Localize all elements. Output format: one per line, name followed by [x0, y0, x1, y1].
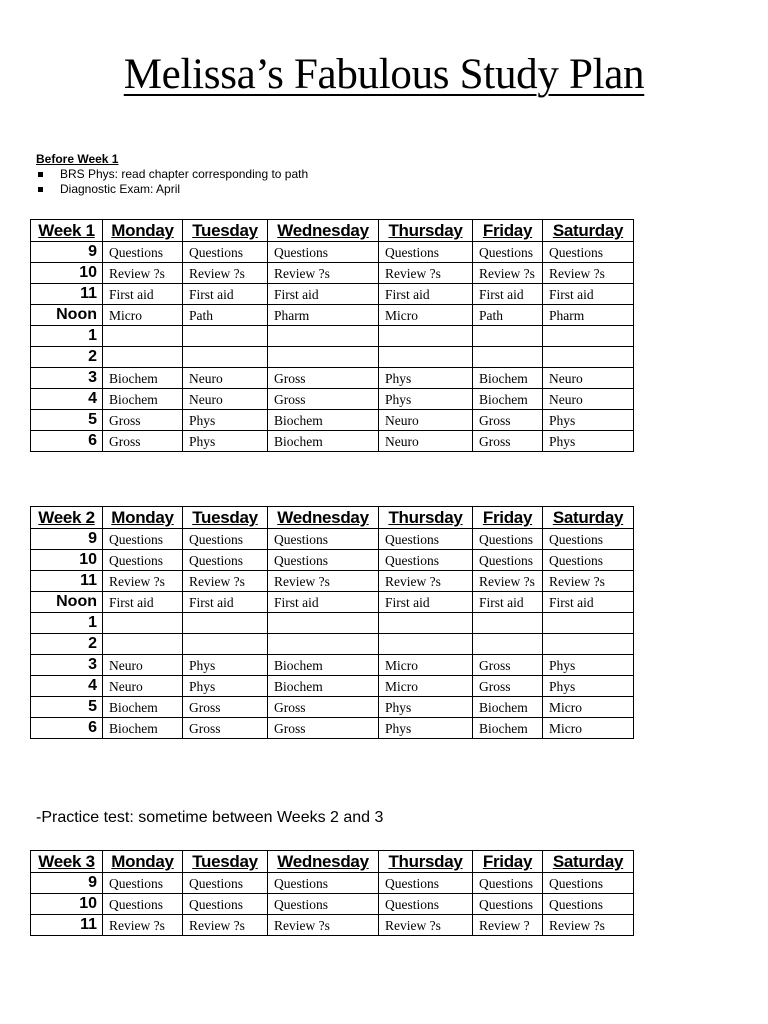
- subject-cell: Phys: [543, 676, 634, 697]
- subject-cell: Questions: [268, 550, 379, 571]
- subject-cell: Review ?s: [379, 915, 473, 936]
- subject-cell: Pharm: [543, 305, 634, 326]
- subject-cell: [473, 326, 543, 347]
- subject-cell: Micro: [379, 655, 473, 676]
- list-item: Diagnostic Exam: April: [36, 182, 308, 197]
- time-slot: 5: [31, 410, 103, 431]
- page-title: Melissa’s Fabulous Study Plan: [123, 51, 645, 98]
- time-slot: 2: [31, 347, 103, 368]
- square-bullet-icon: [38, 187, 43, 192]
- table-header-row: [31, 851, 634, 873]
- day-header: Thursday: [379, 220, 473, 242]
- subject-cell: Questions: [379, 529, 473, 550]
- day-header: Tuesday: [183, 507, 268, 529]
- subject-cell: [379, 634, 473, 655]
- time-slot: 3: [31, 368, 103, 389]
- table-row: [31, 634, 634, 655]
- before-week-list: [36, 167, 308, 197]
- subject-cell: Biochem: [268, 410, 379, 431]
- subject-cell: First aid: [473, 592, 543, 613]
- subject-cell: [543, 326, 634, 347]
- time-slot: 11: [31, 915, 103, 936]
- subject-cell: Phys: [183, 410, 268, 431]
- subject-cell: [103, 347, 183, 368]
- time-slot: 10: [31, 550, 103, 571]
- subject-cell: [268, 347, 379, 368]
- subject-cell: Neuro: [183, 389, 268, 410]
- subject-cell: Questions: [103, 550, 183, 571]
- table-row: [31, 592, 634, 613]
- day-header: Thursday: [379, 851, 473, 873]
- subject-cell: Questions: [103, 529, 183, 550]
- table-row: [31, 284, 634, 305]
- time-slot: 10: [31, 263, 103, 284]
- week-label: Week 1: [31, 220, 103, 242]
- time-slot: 11: [31, 284, 103, 305]
- subject-cell: Questions: [543, 894, 634, 915]
- subject-cell: Gross: [268, 718, 379, 739]
- subject-cell: Neuro: [379, 431, 473, 452]
- time-slot: 1: [31, 326, 103, 347]
- subject-cell: Micro: [103, 305, 183, 326]
- day-header: Monday: [103, 851, 183, 873]
- subject-cell: Questions: [543, 529, 634, 550]
- table-row: [31, 431, 634, 452]
- table-header-row: [31, 507, 634, 529]
- subject-cell: Micro: [543, 718, 634, 739]
- subject-cell: Gross: [473, 676, 543, 697]
- subject-cell: Questions: [268, 873, 379, 894]
- subject-cell: Questions: [473, 242, 543, 263]
- subject-cell: Review ?s: [379, 571, 473, 592]
- subject-cell: Phys: [379, 697, 473, 718]
- subject-cell: Gross: [473, 410, 543, 431]
- subject-cell: Biochem: [473, 368, 543, 389]
- subject-cell: First aid: [473, 284, 543, 305]
- day-header: Friday: [473, 851, 543, 873]
- table-row: [31, 655, 634, 676]
- day-header: Friday: [473, 220, 543, 242]
- subject-cell: Questions: [473, 529, 543, 550]
- subject-cell: First aid: [268, 592, 379, 613]
- table-row: [31, 873, 634, 894]
- subject-cell: Review ?s: [183, 263, 268, 284]
- time-slot: 10: [31, 894, 103, 915]
- subject-cell: Review ?s: [268, 263, 379, 284]
- subject-cell: [543, 347, 634, 368]
- day-header: Wednesday: [268, 507, 379, 529]
- week-2-schedule-table: [30, 506, 634, 739]
- subject-cell: Biochem: [103, 368, 183, 389]
- subject-cell: Biochem: [103, 389, 183, 410]
- time-slot: 9: [31, 242, 103, 263]
- subject-cell: Questions: [103, 873, 183, 894]
- subject-cell: Gross: [103, 431, 183, 452]
- day-header: Saturday: [543, 220, 634, 242]
- time-slot: 11: [31, 571, 103, 592]
- subject-cell: Review ?s: [103, 915, 183, 936]
- subject-cell: Phys: [543, 655, 634, 676]
- subject-cell: First aid: [543, 592, 634, 613]
- subject-cell: Questions: [103, 894, 183, 915]
- day-header: Monday: [103, 507, 183, 529]
- subject-cell: Phys: [183, 431, 268, 452]
- subject-cell: Micro: [379, 305, 473, 326]
- time-slot: 9: [31, 529, 103, 550]
- subject-cell: First aid: [103, 592, 183, 613]
- subject-cell: First aid: [183, 592, 268, 613]
- table-row: [31, 305, 634, 326]
- table-row: [31, 410, 634, 431]
- day-header: Saturday: [543, 507, 634, 529]
- subject-cell: Micro: [543, 697, 634, 718]
- table-row: [31, 529, 634, 550]
- subject-cell: [473, 613, 543, 634]
- list-item: BRS Phys: read chapter corresponding to path: [36, 167, 308, 182]
- subject-cell: [103, 326, 183, 347]
- subject-cell: Phys: [183, 676, 268, 697]
- table-row: [31, 326, 634, 347]
- subject-cell: [103, 613, 183, 634]
- subject-cell: Biochem: [473, 389, 543, 410]
- subject-cell: Questions: [183, 894, 268, 915]
- subject-cell: Review ?s: [103, 263, 183, 284]
- subject-cell: Biochem: [268, 431, 379, 452]
- day-header: Monday: [103, 220, 183, 242]
- subject-cell: First aid: [379, 592, 473, 613]
- time-slot: 2: [31, 634, 103, 655]
- subject-cell: Questions: [543, 242, 634, 263]
- subject-cell: [379, 326, 473, 347]
- subject-cell: Questions: [379, 242, 473, 263]
- subject-cell: Neuro: [183, 368, 268, 389]
- subject-cell: [473, 347, 543, 368]
- subject-cell: Questions: [183, 550, 268, 571]
- subject-cell: Path: [183, 305, 268, 326]
- subject-cell: Questions: [268, 242, 379, 263]
- subject-cell: [183, 634, 268, 655]
- subject-cell: Gross: [268, 389, 379, 410]
- subject-cell: Biochem: [103, 718, 183, 739]
- subject-cell: Review ?s: [183, 915, 268, 936]
- subject-cell: Questions: [183, 873, 268, 894]
- table-row: [31, 263, 634, 284]
- time-slot: 4: [31, 676, 103, 697]
- subject-cell: Phys: [183, 655, 268, 676]
- subject-cell: [473, 634, 543, 655]
- table-row: [31, 915, 634, 936]
- subject-cell: Neuro: [543, 368, 634, 389]
- time-slot: Noon: [31, 592, 103, 613]
- subject-cell: Phys: [379, 368, 473, 389]
- subject-cell: Questions: [473, 873, 543, 894]
- subject-cell: [543, 634, 634, 655]
- subject-cell: Pharm: [268, 305, 379, 326]
- time-slot: 6: [31, 431, 103, 452]
- subject-cell: First aid: [543, 284, 634, 305]
- table-row: [31, 242, 634, 263]
- subject-cell: [183, 613, 268, 634]
- time-slot: 9: [31, 873, 103, 894]
- day-header: Saturday: [543, 851, 634, 873]
- subject-cell: Review ?s: [473, 571, 543, 592]
- table-row: [31, 347, 634, 368]
- week-3-schedule-table: [30, 850, 634, 936]
- subject-cell: [103, 634, 183, 655]
- subject-cell: Phys: [543, 410, 634, 431]
- subject-cell: Questions: [379, 873, 473, 894]
- subject-cell: Review ?s: [103, 571, 183, 592]
- subject-cell: [183, 347, 268, 368]
- subject-cell: Review ?s: [543, 263, 634, 284]
- subject-cell: Gross: [183, 718, 268, 739]
- subject-cell: Questions: [268, 894, 379, 915]
- table-row: [31, 676, 634, 697]
- time-slot: Noon: [31, 305, 103, 326]
- day-header: Friday: [473, 507, 543, 529]
- subject-cell: Review ?s: [268, 571, 379, 592]
- week-label: Week 2: [31, 507, 103, 529]
- subject-cell: Neuro: [379, 410, 473, 431]
- subject-cell: Biochem: [268, 655, 379, 676]
- subject-cell: Phys: [379, 389, 473, 410]
- square-bullet-icon: [38, 172, 43, 177]
- subject-cell: [183, 326, 268, 347]
- time-slot: 1: [31, 613, 103, 634]
- subject-cell: Gross: [268, 368, 379, 389]
- day-header: Thursday: [379, 507, 473, 529]
- time-slot: 6: [31, 718, 103, 739]
- subject-cell: [379, 613, 473, 634]
- subject-cell: First aid: [183, 284, 268, 305]
- subject-cell: Review ?s: [379, 263, 473, 284]
- subject-cell: Neuro: [103, 655, 183, 676]
- time-slot: 3: [31, 655, 103, 676]
- subject-cell: Gross: [268, 697, 379, 718]
- subject-cell: Gross: [103, 410, 183, 431]
- table-row: [31, 571, 634, 592]
- table-row: [31, 718, 634, 739]
- practice-test-note: -Practice test: sometime between Weeks 2 and 3: [36, 809, 384, 826]
- subject-cell: Gross: [183, 697, 268, 718]
- subject-cell: Gross: [473, 655, 543, 676]
- table-row: [31, 368, 634, 389]
- subject-cell: Questions: [183, 529, 268, 550]
- subject-cell: Review ?s: [543, 571, 634, 592]
- time-slot: 4: [31, 389, 103, 410]
- subject-cell: Questions: [379, 550, 473, 571]
- subject-cell: Neuro: [543, 389, 634, 410]
- before-week-section: [36, 152, 308, 197]
- subject-cell: First aid: [268, 284, 379, 305]
- before-week-heading: Before Week 1: [36, 152, 119, 166]
- subject-cell: First aid: [103, 284, 183, 305]
- week-1-schedule-table: [30, 219, 634, 452]
- subject-cell: Biochem: [473, 697, 543, 718]
- day-header: Tuesday: [183, 220, 268, 242]
- subject-cell: Review ?s: [268, 915, 379, 936]
- subject-cell: [543, 613, 634, 634]
- table-header-row: [31, 220, 634, 242]
- table-row: [31, 389, 634, 410]
- subject-cell: [268, 613, 379, 634]
- subject-cell: First aid: [379, 284, 473, 305]
- subject-cell: Neuro: [103, 676, 183, 697]
- subject-cell: Questions: [379, 894, 473, 915]
- table-row: [31, 894, 634, 915]
- day-header: Wednesday: [268, 220, 379, 242]
- table-row: [31, 697, 634, 718]
- subject-cell: Questions: [543, 873, 634, 894]
- table-row: [31, 613, 634, 634]
- table-row: [31, 550, 634, 571]
- subject-cell: Biochem: [103, 697, 183, 718]
- subject-cell: [268, 634, 379, 655]
- subject-cell: Micro: [379, 676, 473, 697]
- subject-cell: Questions: [473, 550, 543, 571]
- day-header: Tuesday: [183, 851, 268, 873]
- subject-cell: Review ?: [473, 915, 543, 936]
- time-slot: 5: [31, 697, 103, 718]
- subject-cell: Phys: [543, 431, 634, 452]
- subject-cell: Review ?s: [183, 571, 268, 592]
- subject-cell: Questions: [103, 242, 183, 263]
- subject-cell: Gross: [473, 431, 543, 452]
- subject-cell: Review ?s: [543, 915, 634, 936]
- subject-cell: Phys: [379, 718, 473, 739]
- subject-cell: Biochem: [473, 718, 543, 739]
- subject-cell: Questions: [543, 550, 634, 571]
- subject-cell: Questions: [473, 894, 543, 915]
- subject-cell: [268, 326, 379, 347]
- subject-cell: Biochem: [268, 676, 379, 697]
- subject-cell: Questions: [183, 242, 268, 263]
- day-header: Wednesday: [268, 851, 379, 873]
- subject-cell: Path: [473, 305, 543, 326]
- week-label: Week 3: [31, 851, 103, 873]
- subject-cell: [379, 347, 473, 368]
- subject-cell: Questions: [268, 529, 379, 550]
- subject-cell: Review ?s: [473, 263, 543, 284]
